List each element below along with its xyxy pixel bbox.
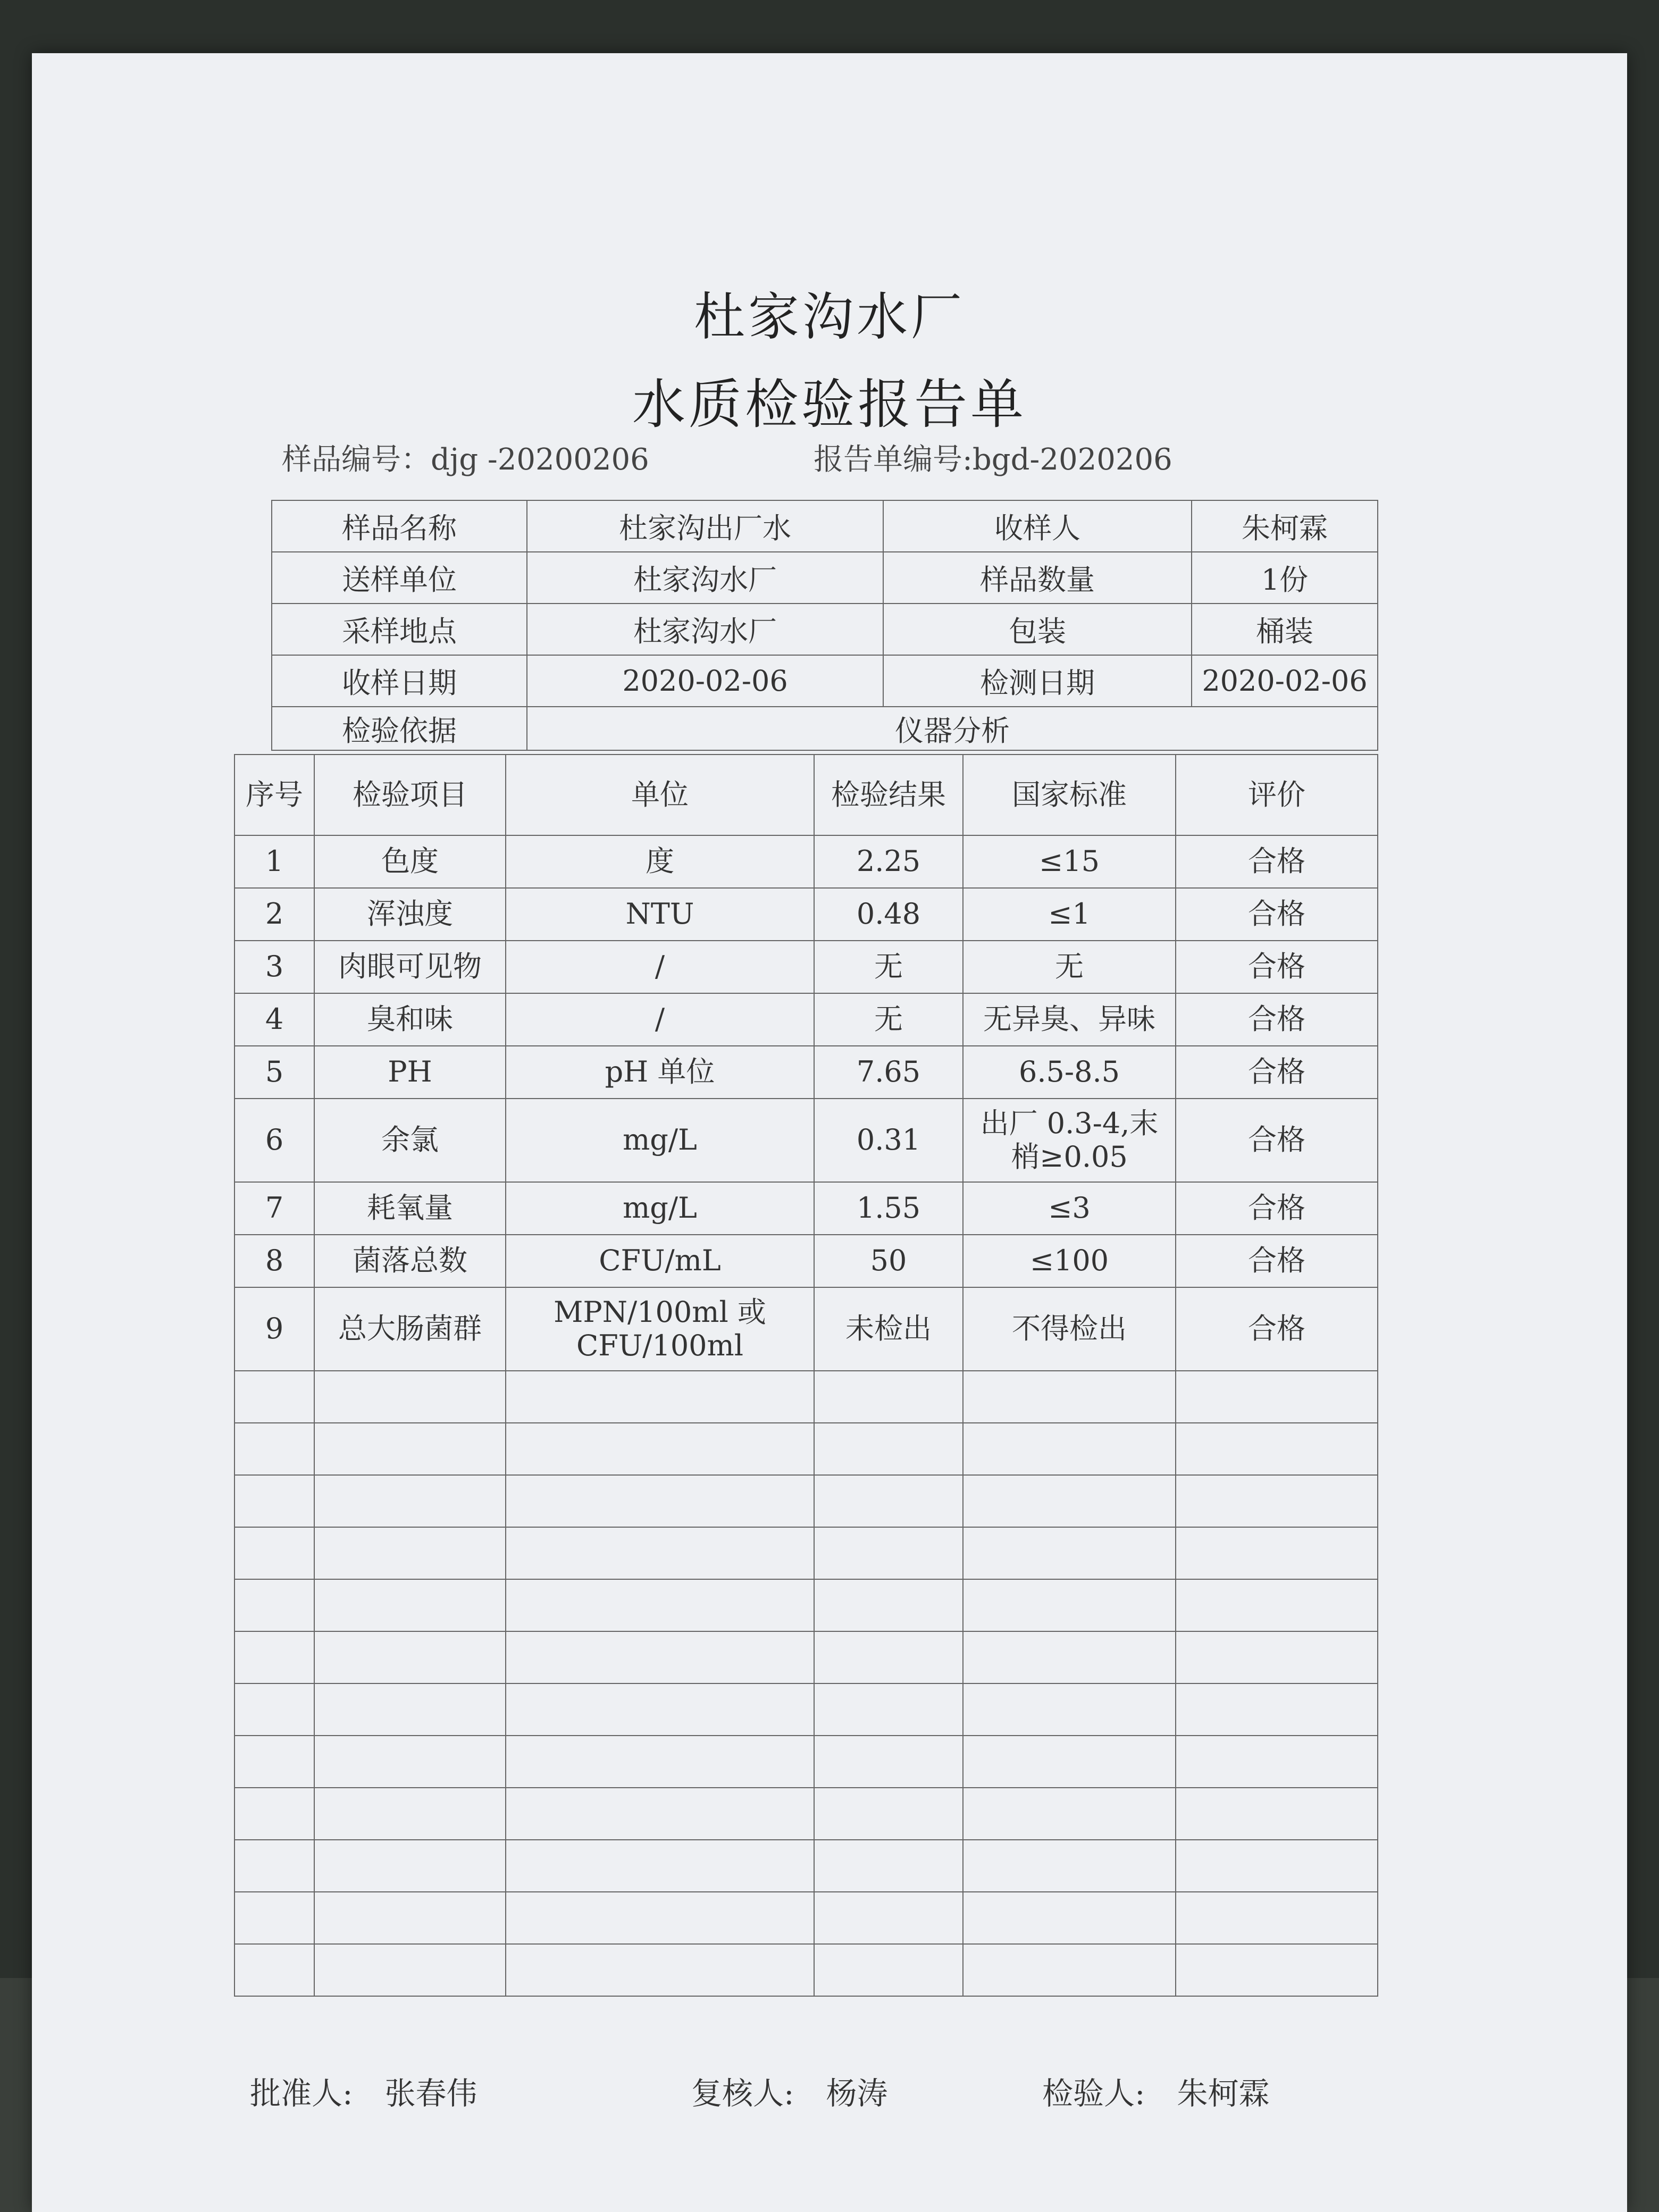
item-unit: CFU/mL xyxy=(506,1235,814,1287)
item-standard: 不得检出 xyxy=(963,1287,1176,1371)
empty-cell xyxy=(814,1631,963,1683)
empty-cell xyxy=(234,1736,314,1788)
empty-cell xyxy=(963,1475,1176,1527)
empty-cell xyxy=(1176,1840,1378,1892)
item-standard: 6.5-8.5 xyxy=(963,1046,1176,1099)
item-standard: ≤1 xyxy=(963,888,1176,941)
info-row xyxy=(272,500,1378,552)
item-name: 臭和味 xyxy=(314,993,506,1046)
item-result: 0.31 xyxy=(814,1099,963,1182)
empty-cell xyxy=(506,1892,814,1944)
sample-number: 样品编号：djg -20200206 xyxy=(282,442,649,477)
empty-cell xyxy=(814,1944,963,1996)
item-index: 6 xyxy=(234,1099,314,1182)
info-value: 仪器分析 xyxy=(527,707,1378,750)
item-standard: ≤15 xyxy=(963,835,1176,888)
item-result: 50 xyxy=(814,1235,963,1287)
empty-cell xyxy=(506,1631,814,1683)
empty-cell xyxy=(963,1736,1176,1788)
empty-row xyxy=(234,1840,1378,1892)
info-label: 检测日期 xyxy=(883,655,1192,707)
empty-cell xyxy=(506,1788,814,1840)
item-unit: / xyxy=(506,993,814,1046)
empty-cell xyxy=(963,1527,1176,1579)
item-result: 无 xyxy=(814,993,963,1046)
empty-cell xyxy=(963,1788,1176,1840)
empty-row xyxy=(234,1892,1378,1944)
empty-row xyxy=(234,1683,1378,1736)
empty-cell xyxy=(314,1527,506,1579)
empty-cell xyxy=(963,1371,1176,1423)
empty-cell xyxy=(234,1423,314,1475)
empty-cell xyxy=(506,1579,814,1631)
info-row xyxy=(272,552,1378,604)
test-items-body xyxy=(234,755,1378,1996)
test-items-table xyxy=(234,754,1378,1997)
empty-row xyxy=(234,1475,1378,1527)
table-row xyxy=(234,941,1378,993)
empty-cell xyxy=(234,1527,314,1579)
empty-cell xyxy=(234,1371,314,1423)
empty-cell xyxy=(814,1371,963,1423)
table-row xyxy=(234,1099,1378,1182)
empty-cell xyxy=(506,1527,814,1579)
empty-cell xyxy=(963,1840,1176,1892)
item-evaluation: 合格 xyxy=(1176,835,1378,888)
empty-cell xyxy=(506,1475,814,1527)
item-result: 7.65 xyxy=(814,1046,963,1099)
empty-cell xyxy=(314,1683,506,1736)
empty-cell xyxy=(506,1371,814,1423)
item-result: 无 xyxy=(814,941,963,993)
empty-cell xyxy=(814,1423,963,1475)
table-row xyxy=(234,1235,1378,1287)
column-header: 检验结果 xyxy=(814,755,963,835)
item-unit: / xyxy=(506,941,814,993)
report-number: 报告单编号:bgd-2020206 xyxy=(814,442,1172,477)
empty-cell xyxy=(314,1840,506,1892)
item-standard: ≤100 xyxy=(963,1235,1176,1287)
empty-cell xyxy=(506,1736,814,1788)
approver-name: 张春伟 xyxy=(384,2075,477,2112)
info-value: 2020-02-06 xyxy=(1192,655,1378,707)
empty-cell xyxy=(234,1892,314,1944)
column-header: 序号 xyxy=(234,755,314,835)
report-title: 水质检验报告单 xyxy=(632,373,1027,435)
empty-cell xyxy=(1176,1423,1378,1475)
empty-cell xyxy=(234,1944,314,1996)
empty-cell xyxy=(1176,1527,1378,1579)
empty-cell xyxy=(814,1683,963,1736)
empty-row xyxy=(234,1371,1378,1423)
empty-cell xyxy=(234,1631,314,1683)
item-unit: 度 xyxy=(506,835,814,888)
empty-cell xyxy=(963,1892,1176,1944)
item-name: 总大肠菌群 xyxy=(314,1287,506,1371)
column-header: 检验项目 xyxy=(314,755,506,835)
empty-cell xyxy=(963,1579,1176,1631)
item-index: 7 xyxy=(234,1182,314,1235)
empty-cell xyxy=(314,1423,506,1475)
empty-cell xyxy=(814,1736,963,1788)
empty-cell xyxy=(314,1371,506,1423)
item-name: 菌落总数 xyxy=(314,1235,506,1287)
empty-cell xyxy=(234,1840,314,1892)
info-label: 收样日期 xyxy=(272,655,527,707)
empty-cell xyxy=(234,1579,314,1631)
info-label: 采样地点 xyxy=(272,604,527,655)
info-label: 检验依据 xyxy=(272,707,527,750)
column-header: 单位 xyxy=(506,755,814,835)
info-value: 1份 xyxy=(1192,552,1378,604)
empty-cell xyxy=(314,1892,506,1944)
table-header-row xyxy=(234,755,1378,835)
item-standard: ≤3 xyxy=(963,1182,1176,1235)
item-unit: mg/L xyxy=(506,1099,814,1182)
info-row xyxy=(272,707,1378,750)
table-row xyxy=(234,835,1378,888)
item-index: 8 xyxy=(234,1235,314,1287)
table-row xyxy=(234,1046,1378,1099)
empty-cell xyxy=(314,1736,506,1788)
empty-cell xyxy=(506,1683,814,1736)
item-evaluation: 合格 xyxy=(1176,1287,1378,1371)
empty-row xyxy=(234,1423,1378,1475)
item-evaluation: 合格 xyxy=(1176,888,1378,941)
table-row xyxy=(234,1182,1378,1235)
empty-row xyxy=(234,1631,1378,1683)
inspector-name: 朱柯霖 xyxy=(1177,2075,1270,2112)
empty-cell xyxy=(963,1631,1176,1683)
item-evaluation: 合格 xyxy=(1176,993,1378,1046)
item-unit: NTU xyxy=(506,888,814,941)
info-value: 杜家沟出厂水 xyxy=(527,500,883,552)
item-unit: pH 单位 xyxy=(506,1046,814,1099)
empty-cell xyxy=(234,1683,314,1736)
info-label: 样品名称 xyxy=(272,500,527,552)
item-index: 2 xyxy=(234,888,314,941)
empty-cell xyxy=(963,1423,1176,1475)
table-row xyxy=(234,993,1378,1046)
empty-row xyxy=(234,1579,1378,1631)
empty-cell xyxy=(506,1944,814,1996)
item-name: PH xyxy=(314,1046,506,1099)
sample-info-table xyxy=(271,500,1378,751)
item-standard: 出厂 0.3-4,末梢≥0.05 xyxy=(963,1099,1176,1182)
info-value: 杜家沟水厂 xyxy=(527,552,883,604)
empty-cell xyxy=(1176,1892,1378,1944)
table-row xyxy=(234,888,1378,941)
item-index: 3 xyxy=(234,941,314,993)
info-label: 包装 xyxy=(883,604,1192,655)
empty-cell xyxy=(814,1579,963,1631)
item-index: 4 xyxy=(234,993,314,1046)
empty-row xyxy=(234,1736,1378,1788)
item-standard: 无 xyxy=(963,941,1176,993)
empty-cell xyxy=(814,1840,963,1892)
company-name: 杜家沟水厂 xyxy=(694,287,965,347)
info-value: 桶装 xyxy=(1192,604,1378,655)
info-label: 送样单位 xyxy=(272,552,527,604)
item-name: 耗氧量 xyxy=(314,1182,506,1235)
info-row xyxy=(272,655,1378,707)
reviewer-signature xyxy=(691,2068,888,2113)
empty-cell xyxy=(963,1944,1176,1996)
item-evaluation: 合格 xyxy=(1176,1235,1378,1287)
empty-cell xyxy=(963,1683,1176,1736)
item-name: 肉眼可见物 xyxy=(314,941,506,993)
item-name: 余氯 xyxy=(314,1099,506,1182)
empty-cell xyxy=(1176,1736,1378,1788)
item-name: 色度 xyxy=(314,835,506,888)
item-evaluation: 合格 xyxy=(1176,1099,1378,1182)
empty-cell xyxy=(814,1892,963,1944)
empty-cell xyxy=(234,1788,314,1840)
item-evaluation: 合格 xyxy=(1176,1182,1378,1235)
reviewer-name: 杨涛 xyxy=(826,2075,888,2112)
info-label: 样品数量 xyxy=(883,552,1192,604)
inspector-signature xyxy=(1042,2068,1270,2113)
item-result: 0.48 xyxy=(814,888,963,941)
empty-cell xyxy=(234,1475,314,1527)
item-index: 1 xyxy=(234,835,314,888)
table-row xyxy=(234,1287,1378,1371)
item-result: 2.25 xyxy=(814,835,963,888)
approver-signature xyxy=(250,2068,477,2113)
info-value: 朱柯霖 xyxy=(1192,500,1378,552)
info-row xyxy=(272,604,1378,655)
empty-cell xyxy=(1176,1475,1378,1527)
empty-cell xyxy=(814,1527,963,1579)
info-label: 收样人 xyxy=(883,500,1192,552)
item-evaluation: 合格 xyxy=(1176,1046,1378,1099)
item-unit: MPN/100ml 或 CFU/100ml xyxy=(506,1287,814,1371)
info-value: 杜家沟水厂 xyxy=(527,604,883,655)
info-value: 2020-02-06 xyxy=(527,655,883,707)
empty-cell xyxy=(814,1788,963,1840)
item-name: 浑浊度 xyxy=(314,888,506,941)
item-unit: mg/L xyxy=(506,1182,814,1235)
empty-cell xyxy=(314,1631,506,1683)
column-header: 国家标准 xyxy=(963,755,1176,835)
report-sheet xyxy=(32,53,1627,2212)
empty-cell xyxy=(814,1475,963,1527)
empty-cell xyxy=(314,1475,506,1527)
item-index: 5 xyxy=(234,1046,314,1099)
empty-row xyxy=(234,1788,1378,1840)
item-standard: 无异臭、异味 xyxy=(963,993,1176,1046)
empty-cell xyxy=(506,1423,814,1475)
empty-cell xyxy=(314,1579,506,1631)
empty-cell xyxy=(1176,1371,1378,1423)
empty-cell xyxy=(314,1944,506,1996)
empty-cell xyxy=(506,1840,814,1892)
empty-row xyxy=(234,1944,1378,1996)
empty-cell xyxy=(1176,1683,1378,1736)
empty-row xyxy=(234,1527,1378,1579)
item-index: 9 xyxy=(234,1287,314,1371)
item-result: 未检出 xyxy=(814,1287,963,1371)
item-result: 1.55 xyxy=(814,1182,963,1235)
column-header: 评价 xyxy=(1176,755,1378,835)
item-evaluation: 合格 xyxy=(1176,941,1378,993)
reviewer-label: 复核人: xyxy=(691,2075,794,2112)
empty-cell xyxy=(1176,1944,1378,1996)
empty-cell xyxy=(1176,1788,1378,1840)
empty-cell xyxy=(1176,1579,1378,1631)
approver-label: 批准人: xyxy=(250,2075,353,2112)
empty-cell xyxy=(1176,1631,1378,1683)
empty-cell xyxy=(314,1788,506,1840)
inspector-label: 检验人: xyxy=(1042,2075,1145,2112)
